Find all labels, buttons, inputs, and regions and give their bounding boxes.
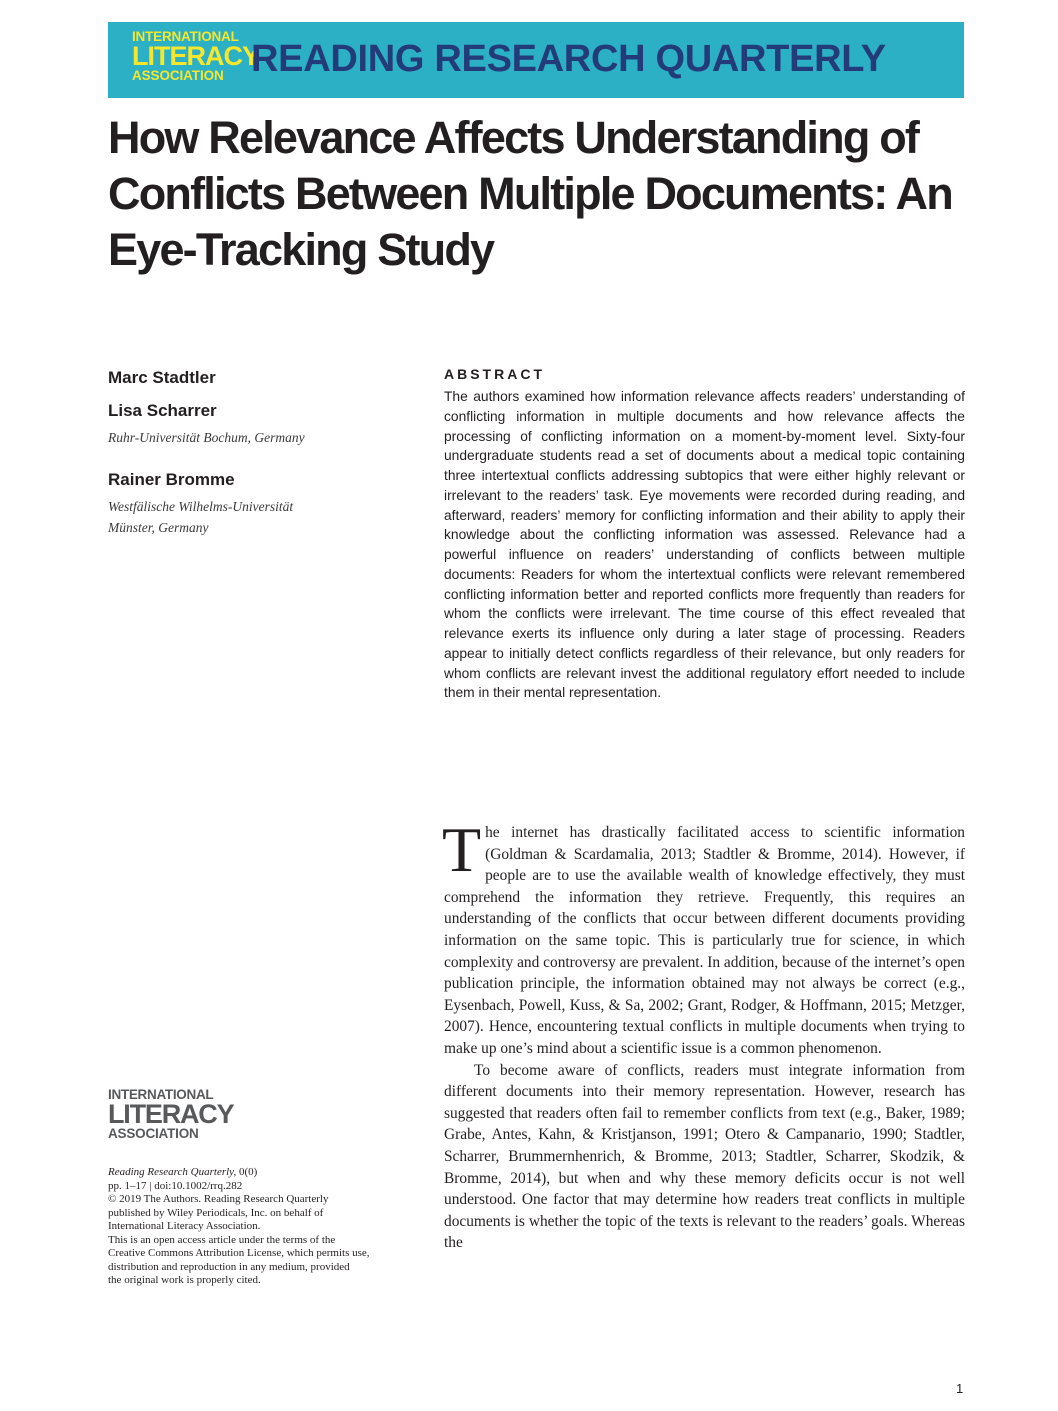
license-line: distribution and reproduction in any medium, provided <box>108 1260 350 1273</box>
author-name: Marc Stadtler <box>108 368 216 387</box>
license-line: the original work is properly cited. <box>108 1274 261 1286</box>
journal-banner <box>108 22 964 98</box>
abstract-text: The authors examined how information relevance affects readers’ understanding of conflicting information in multiple documents and how relevance affects the processing of conflicting information on a moment-by-moment level. Sixty-four undergraduate students read a set of documents about a medical topic containing three intertextual conflicts addressing subtopics that were either highly relevant or irrelevant to the readers’ task. Eye movements were recorded during reading, and afterward, readers’ memory for conflicting information and their ability to apply their knowledge about the conflicting information was assessed. Relevance had a powerful influence on readers’ understanding of conflicts between multiple documents: Readers for whom the intertextual conflicts were relevant remembered conflicting information better and reported conflicts more frequently than readers for whom the conflicts were irrelevant. The time course of this effect revealed that relevance exerts its influence only during a later stage of processing. Readers appear to initially detect conflicts regardless of their relevance, but only readers for whom conflicts are relevant invest the additional regulatory effort needed to include them in their mental representation. <box>444 389 965 701</box>
author-name: Rainer Bromme <box>108 470 235 489</box>
ila-footer-logo <box>108 1087 234 1142</box>
author-affiliation: Ruhr-Universität Bochum, Germany <box>108 430 305 445</box>
copyright-line: published by Wiley Periodicals, Inc. on behalf of <box>108 1206 324 1219</box>
license-line: Creative Commons Attribution License, which permits use, <box>108 1247 370 1259</box>
logo-line-association: ASSOCIATION <box>108 1126 199 1142</box>
abstract-heading: ABSTRACT <box>444 366 545 382</box>
journal-title: READING RESEARCH QUARTERLY <box>251 38 886 80</box>
license-line: This is an open access article under the terms of the <box>108 1233 336 1246</box>
body-paragraph-text: he internet has drastically facilitated access to scientific information (Goldman & Scardamalia, 2013; Stadtler & Bromme, 2014). However, if people are to use the available wealth of knowledge effectively, they must comprehend the information they retrieve. Frequently, this requires an understanding of the conflicts that occur between different documents providing information on the same topic. This is particularly true for science, in which complexity and controversy are prevalent. In addition, because of the internet’s open publication principle, the information obtained may not always be correct (e.g., Eysenbach, Powell, Kuss, & Sa, 2002; Grant, Rodger, & Hoffmann, 2015; Metzger, 2007). Hence, encountering textual conflicts in multiple documents when trying to make up one’s mind about a scientific issue is a common phenomenon. <box>444 824 965 1057</box>
body-paragraph: To become aware of conflicts, readers must integrate information from different documents into their memory representation. However, research has suggested that readers often fail to remember conflicts from text (e.g., Baker, 1989; Grabe, Antes, Kahn, & Kristjanson, 1991; Otero & Campanario, 1990; Stadtler, Scharrer, Brummernhenrich, & Bromme, 2013; Stadtler, Scharrer, Skodzik, & Bromme, 2014), but when and why these memory deficits occur is not well understood. One factor that may determine how readers treat conflicts in multiple documents is whether the topic of the texts is relevant to the readers’ goals. Whereas the <box>444 1061 965 1252</box>
body-paragraph <box>442 814 965 1060</box>
author-affiliation: Münster, Germany <box>108 520 209 535</box>
logo-line-association: ASSOCIATION <box>132 68 224 84</box>
logo-line-international: INTERNATIONAL <box>132 29 239 44</box>
article-title: How Relevance Affects Understanding of Conflicts Between Multiple Documents: An Eye-Tracking Study <box>108 112 952 275</box>
logo-line-literacy: LITERACY <box>108 1098 234 1129</box>
author-block <box>108 367 418 538</box>
logo-line-literacy: LITERACY <box>132 40 259 71</box>
journal-name: Reading Research Quarterly, <box>108 1166 237 1178</box>
journal-issue: 0(0) <box>236 1166 258 1178</box>
author-name: Lisa Scharrer <box>108 401 217 420</box>
body-text <box>442 814 965 1254</box>
drop-cap: T <box>442 814 482 885</box>
page-number: 1 <box>956 1381 964 1396</box>
page-range-doi: pp. 1–17 | doi:10.1002/rrq.282 <box>108 1179 243 1192</box>
author-affiliation: Westfälische Wilhelms-Universität <box>108 499 294 514</box>
copyright-line: © 2019 The Authors. Reading Research Quarterly <box>108 1193 329 1205</box>
copyright-line: International Literacy Association. <box>108 1220 261 1232</box>
logo-line-international: INTERNATIONAL <box>108 1087 214 1102</box>
journal-citation <box>108 1166 408 1180</box>
abstract-section <box>444 366 965 703</box>
ila-banner-logo <box>132 29 259 84</box>
publication-metadata <box>108 1166 408 1288</box>
